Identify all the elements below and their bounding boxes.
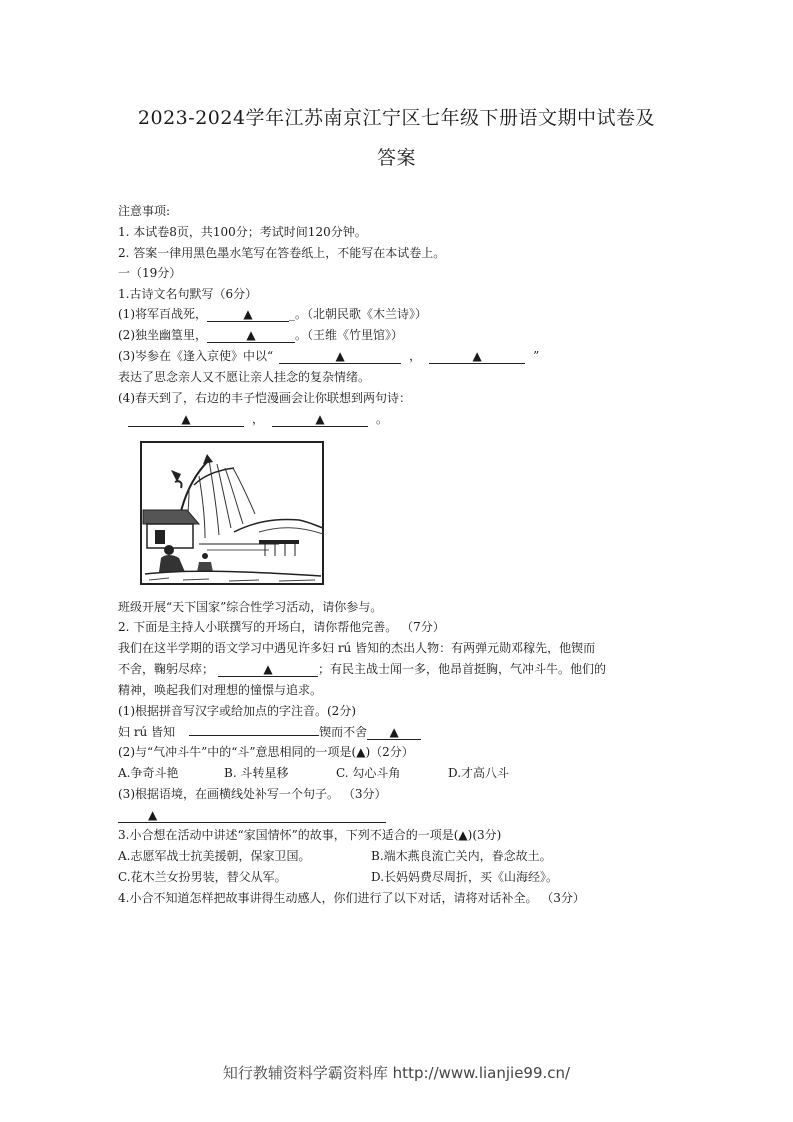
document-title-cont: 答案	[376, 147, 416, 169]
q1-s4-comma: ，	[252, 412, 265, 426]
answer-blank[interactable]	[218, 662, 318, 677]
q1-s2-prefix: (2)独坐幽篁里，	[118, 328, 207, 342]
q1-s1-prefix: (1)将军百战死，	[118, 307, 207, 321]
section-1-heading: 一（19分）	[118, 266, 182, 280]
q2-para2-prefix: 不舍，鞠躬尽瘁；	[118, 662, 215, 676]
blank-marker: ▲	[148, 808, 158, 822]
blank-marker: ▲	[243, 307, 253, 321]
q2-option-a[interactable]: A.争奇斗艳	[118, 766, 179, 780]
q1-sentence-4: (4)春天到了，右边的丰子恺漫画会让你联想到两句诗：	[118, 391, 412, 405]
q3-option-d[interactable]: D.长妈妈费尽周折，买《山海经》。	[371, 870, 559, 884]
q2-sub-3: (3)根据语境，在画横线处补写一个句子。 （3分）	[118, 787, 387, 801]
blank-marker: ▲	[472, 349, 482, 363]
notes-heading: 注意事项:	[118, 204, 171, 218]
blank-marker: ▲	[181, 412, 191, 426]
q1-sentence-1	[118, 306, 427, 322]
blank-marker: ▲	[335, 349, 345, 363]
answer-blank[interactable]	[128, 412, 244, 427]
q2-heading: 2. 下面是主持人小联撰写的开场白，请你帮他完善。 （7分）	[118, 620, 445, 634]
q1-sentence-3-cont: 表达了思念亲人又不愿让亲人挂念的复杂情绪。	[118, 370, 371, 384]
q3-options-row-1	[118, 848, 552, 864]
answer-blank[interactable]	[272, 412, 368, 427]
blank-marker: ▲	[246, 328, 256, 342]
q3-option-a[interactable]: A.志愿军战士抗美援朝，保家卫国。	[118, 849, 311, 863]
q3-option-b[interactable]: B.端木燕良流亡关内，眷念故土。	[371, 849, 552, 863]
q2-option-c[interactable]: C. 勾心斗角	[336, 766, 401, 780]
blank-marker: ▲	[389, 725, 399, 739]
q1-s4-period: 。	[376, 412, 389, 426]
q2-sub-2-options	[118, 765, 509, 781]
q2-sub1-term-b: 锲而不舍	[319, 725, 368, 739]
answer-blank[interactable]	[189, 735, 319, 736]
document-title: 2023-2024学年江苏南京江宁区七年级下册语文期中试卷及	[137, 107, 656, 129]
blank-marker: ▲	[263, 662, 273, 676]
q3-heading: 3.小合想在活动中讲述“家国情怀”的故事，下列不适合的一项是(▲)(3分)	[118, 828, 502, 842]
q1-sentence-3	[118, 348, 539, 364]
q2-sub-3-blank-row	[118, 807, 386, 823]
answer-blank[interactable]	[429, 349, 525, 364]
answer-blank[interactable]	[367, 725, 421, 740]
q1-s3-prefix: (3)岑参在《逢入京使》中以“	[118, 349, 274, 363]
blank-marker: ▲	[315, 412, 325, 426]
q2-sub-2: (2)与“气冲斗牛”中的“斗”意思相同的一项是(▲)（2分）	[118, 745, 414, 759]
q2-para-line-2	[118, 661, 606, 677]
q4-heading: 4.小合不知道怎样把故事讲得生动感人，你们进行了以下对话，请将对话补全。 （3分）	[118, 891, 585, 905]
q2-sub1-term-a: 妇 rú 皆知	[118, 725, 176, 739]
answer-blank[interactable]	[279, 349, 401, 364]
q1-sentence-2	[118, 327, 403, 343]
notes-item-1: 1. 本试卷8页，共100分；考试时间120分钟。	[118, 225, 367, 239]
q1-s1-suffix: _。（北朝民歌《木兰诗》）	[289, 307, 428, 321]
q2-para-line-3: 精神，唤起我们对理想的憧憬与追求。	[118, 683, 323, 697]
notes-item-2: 2. 答案一律用黑色墨水笔写在答卷纸上，不能写在本试卷上。	[118, 246, 446, 260]
q3-options-row-2	[118, 869, 558, 885]
q1-sentence-4-blanks	[128, 411, 388, 427]
spring-cartoon-image	[139, 440, 325, 586]
q1-s2-suffix: 。（王维《竹里馆》）	[295, 328, 404, 342]
q3-option-c[interactable]: C.花木兰女扮男装，替父从军。	[118, 870, 287, 884]
q1-heading: 1.古诗文名句默写（6分）	[118, 287, 258, 301]
answer-blank[interactable]	[118, 808, 386, 823]
answer-blank[interactable]	[207, 328, 295, 343]
q2-option-d[interactable]: D.才高八斗	[448, 766, 510, 780]
q2-sub-1-items	[118, 724, 421, 740]
q1-s3-comma: ，	[409, 349, 422, 363]
q2-para-line-1: 我们在这半学期的语文学习中遇见许多妇 rú 皆知的杰出人物：有两弹元勋邓稼先，他锲而	[118, 641, 596, 655]
q2-para2-suffix: ；有民主战士闻一多，他昂首挺胸，气冲斗牛。他们的	[318, 662, 607, 676]
activity-intro: 班级开展“天下国家”综合性学习活动，请你参与。	[118, 600, 383, 614]
footer-watermark: 知行教辅资料学霸资料库 http://www.lianjie99.cn/	[222, 1064, 571, 1082]
q2-sub-1: (1)根据拼音写汉字或给加点的字注音。(2分)	[118, 704, 356, 718]
answer-blank[interactable]	[207, 307, 289, 322]
q2-option-b[interactable]: B. 斗转星移	[224, 766, 289, 780]
q1-s3-suffix: ”	[533, 349, 540, 363]
